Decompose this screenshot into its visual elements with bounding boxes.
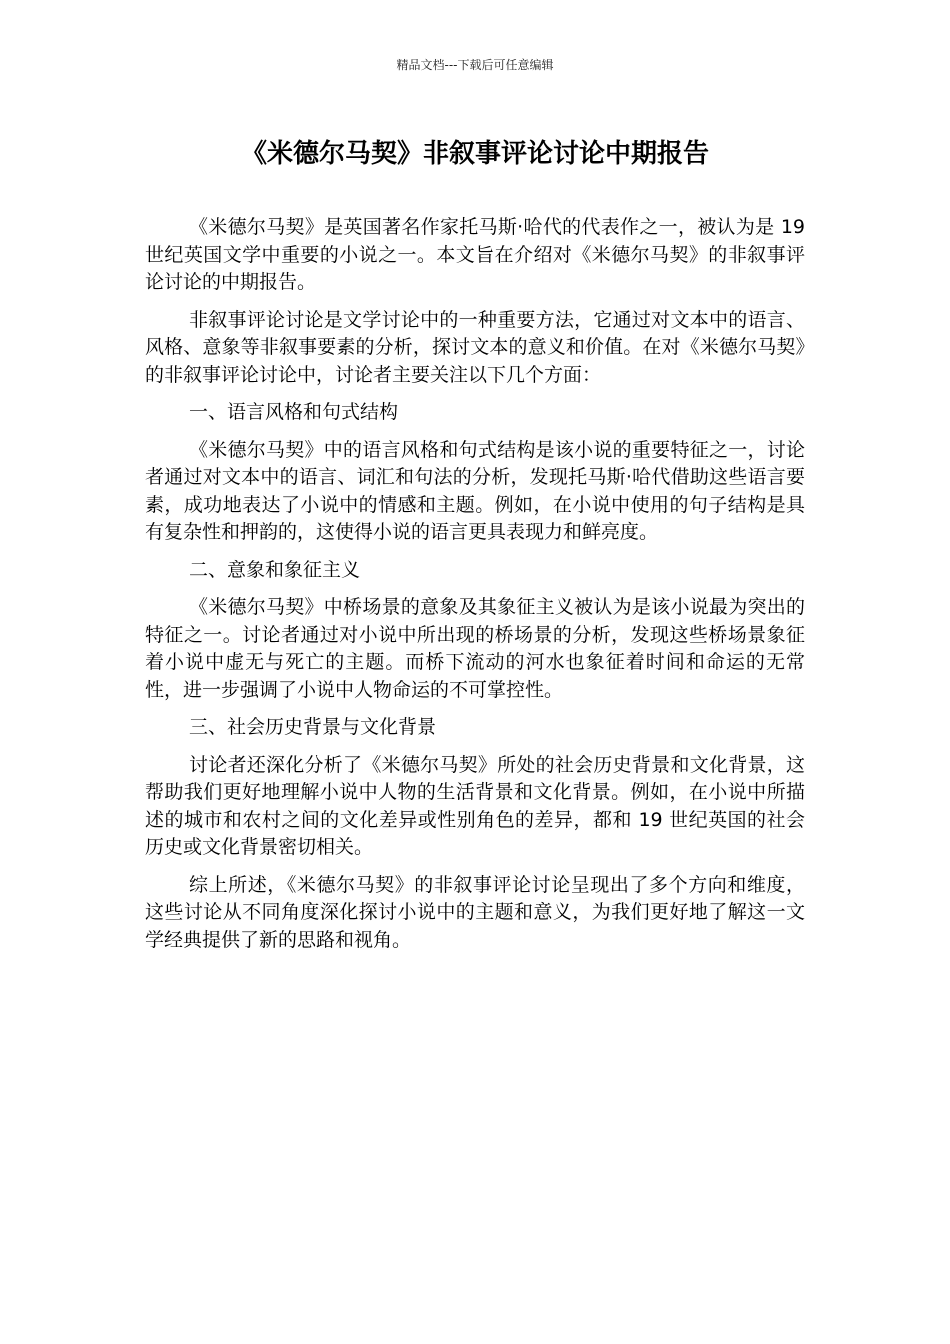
paragraph-imagery: 《米德尔马契》中桥场景的意象及其象征主义被认为是该小说最为突出的特征之一。讨论者通过对小说中所出现的桥场景的分析，发现这些桥场景象征着小说中虚无与死亡的主题。而桥下流动的河水也象征着时间和命运的无常性，进一步强调了小说中人物命运的不可掌控性。: [145, 596, 805, 701]
section-heading-background: 三、社会历史背景与文化背景: [189, 716, 437, 738]
section-heading-language: 一、语言风格和句式结构: [189, 401, 399, 423]
paragraph-background: 讨论者还深化分析了《米德尔马契》所处的社会历史背景和文化背景，这帮助我们更好地理解小说中人物的生活背景和文化背景。例如，在小说中所描述的城市和农村之间的文化差异或性别角色的差异，都和 19 世纪英国的社会历史或文化背景密切相关。: [145, 753, 805, 858]
section-heading-imagery: 二、意象和象征主义: [189, 558, 361, 581]
paragraph-language: 《米德尔马契》中的语言风格和句式结构是该小说的重要特征之一，讨论者通过对文本中的语言、词汇和句法的分析，发现托马斯·哈代借助这些语言要素，成功地表达了小说中的情感和主题。例如，在小说中使用的句子结构是具有复杂性和押韵的，这使得小说的语言更具表现力和鲜亮度。: [145, 438, 805, 543]
document-title: 《米德尔马契》非叙事评论讨论中期报告: [240, 139, 709, 169]
paragraph-intro: 《米德尔马契》是英国著名作家托马斯·哈代的代表作之一，被认为是 19 世纪英国文学中重要的小说之一。本文旨在介绍对《米德尔马契》的非叙事评论讨论的中期报告。: [145, 216, 805, 293]
paragraph-conclusion: 综上所述，《米德尔马契》的非叙事评论讨论呈现出了多个方向和维度，这些讨论从不同角度深化探讨小说中的主题和意义，为我们更好地了解这一文学经典提供了新的思路和视角。: [145, 873, 805, 951]
paragraph-method: 非叙事评论讨论是文学讨论中的一种重要方法，它通过对文本中的语言、风格、意象等非叙事要素的分析，探讨文本的意义和价值。在对《米德尔马契》的非叙事评论讨论中，讨论者主要关注以下几个方面：: [145, 308, 805, 386]
document-body: [145, 214, 805, 964]
header-note: 精品文档---下载后可任意编辑: [396, 58, 554, 72]
